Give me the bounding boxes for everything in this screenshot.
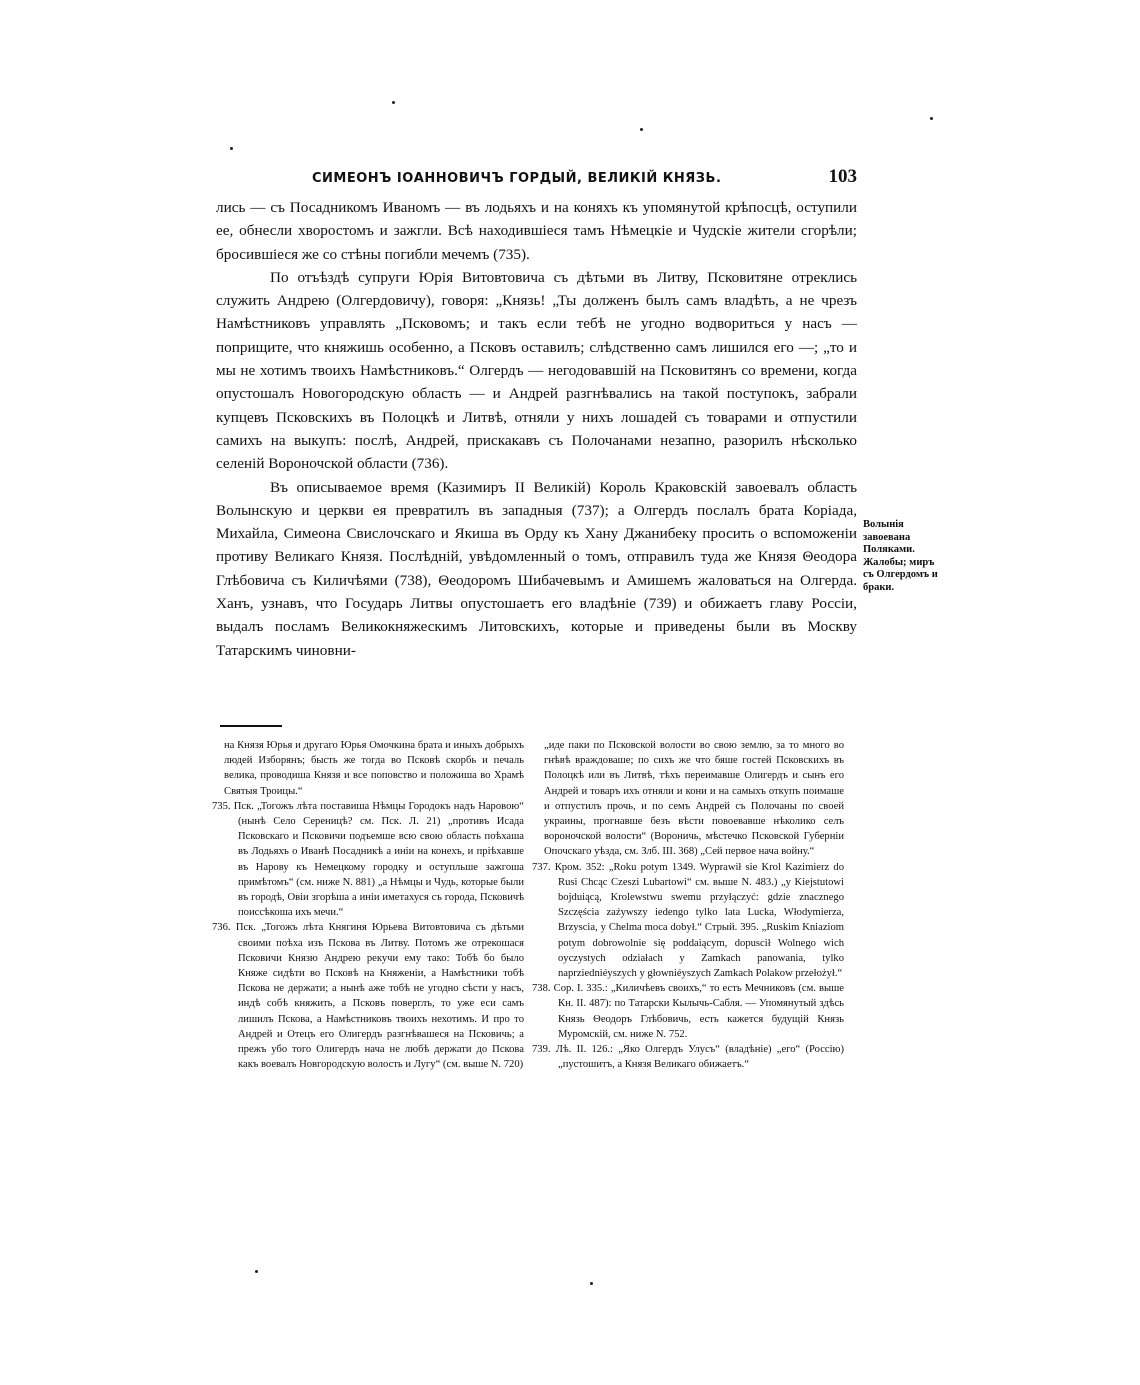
footnote-number: 739. [532, 1044, 551, 1056]
footnotes-right-column [532, 738, 844, 1072]
margin-note: Волынія завоевана Поляками. Жалобы; миръ съ Олгердомъ и браки. [863, 519, 938, 593]
print-speck [930, 117, 933, 120]
footnote-number: 736. [212, 922, 231, 934]
footnote-continuation: „иде паки по Псковской волости во свою землю, за то много во гнѣвѣ враждоваше; по сихъ же что бяше гостей Псковскихъ въ Полоцкѣ или въ Литвѣ, тѣхъ переимавше Олигердъ и сынъ его Андрей и товаръ ихъ отняли и кони и на самыхъ откупъ поимаше и отпустилъ прочь, и по семъ Андрей съ Полочаны по своей украины, прогнавше безъ вѣсти повоевавше нѣколико селъ вороночской волости“ (Вороничь, мѣстечко Псковской Губерніи Опочскаго уѣзда, см. Злб. III. 368) „Сей первое нача войну.“ [544, 740, 844, 858]
footnote-text: Лѣ. II. 126.: „Яко Олгердъ Улусъ“ (владѣніе) „его“ (Россію) „пустошитъ, а Князя Великаго обижаетъ.“ [555, 1044, 844, 1071]
print-speck [590, 1282, 593, 1285]
paragraph: Въ описываемое время (Казимиръ II Великій) Король Краковскій завоевалъ область Волынскую и церкви ея превратилъ въ западныя (737); а Олгердъ послалъ брата Коріада, Михайла, Симеона Свислочскаго и Якиша въ Орду къ Хану Джанибеку просить о вспоможеніи противу Великаго Князя. Послѣдній, увѣдомленный о томъ, отправилъ туда же Князя Θеодора Глѣбовича съ Киличѣями (738), Θеодоромъ Шибачевымъ и Амишемъ жаловаться на Олгерда. Ханъ, узнавъ, что Государь Литвы опустошаетъ его владѣніе (739) и обижаетъ главу Россіи, выдалъ посламъ Великокняжескимъ Литовскихъ, которые и приведены были въ Москву Татарскимъ чиновни- [216, 478, 857, 659]
footnote-text: Пск. „Тогожъ лѣта Княгиня Юрьева Витовтовича съ дѣтьми своими поѣха изъ Пскова въ Литву. Потомъ же отрекошася Псковичи Князю Андрею рекучи ему тако: Тобѣ бо было Княже сидѣти во Псковѣ на Княженіи, а Намѣстники тобѣ Пскова не держати; а нынѣ аже тобѣ не угодно сѣсти у насъ, индѣ собѣ княжить, а Псковъ поверглъ, то уже еси самъ лишилъ Пскова, а Намѣстниковъ твоихъ нехотимъ. И про то Андрей и Отецъ его Олигердъ разгнѣвашеся на Псковичь; а прежъ убо того Олигердъ нача не любѣ держати до Пскова какъ воевалъ Новгородскую волость и Лугу“ (см. выше N. 720) [235, 922, 524, 1071]
footnote [212, 920, 524, 1072]
footnote-rule [220, 725, 282, 727]
footnote [532, 860, 844, 982]
print-speck [230, 147, 233, 150]
footnote [532, 1042, 844, 1072]
page-number: 103 [828, 166, 857, 187]
footnote-number: 738. [532, 983, 551, 995]
paragraph: лись — съ Посадникомъ Иваномъ — въ лодьяхъ и на коняхъ къ упомянутой крѣпосцѣ, оступили ее, обнесли хворостомъ и зажгли. Всѣ находившіеся тамъ Нѣмецкіе и Чудскіе жители сгорѣли; бросившіеся же со стѣны погибли мечемъ (735). [216, 199, 857, 263]
footnote-text: Пск. „Тогожъ лѣта поставиша Нѣмцы Городокъ надъ Наровою“ (нынѣ Село Сеpеницѣ? см. Пск. Л. 21) „противъ Исада Псковскаго и Псковичи подъемше всю свою область поѣхаша въ Лодьяхъ о Иванѣ Посадникѣ а иніи на конехъ, и пріѣхавше въ Нарову къ Немецкому городку и оступльше зажгоша примѣтомъ“ (см. ниже N. 881) „а Нѣмцы и Чудь, которые были въ городѣ, Овіи згорѣша а иніи иметахуся съ города, Псковичѣ поиссѣкоша ихъ мечи.“ [233, 800, 524, 919]
print-speck [640, 128, 643, 131]
footnote-number: 735. [212, 800, 231, 812]
footnote-text: Кром. 352: „Roku potym 1349. Wyprawił sie Krol Kazimierz do Rusi Chcąc Czeszi Lubartowi“ см. выше N. 483.) „y Kiejstutowi bojduiącą, Krolewstwu swemu przyłączyć: gdzie znacznego Szczęścia zaźywszy iedengo tylko lata Lucka, Włodymierza, Brzyscia, y Chelma moca dobył.“ Стрый. 395. „Ruskim Kniaziom potym dobrowolnie się poddaiącym, dopuscił Wolnego wich oyczystych odziałach y Zamkach panowania, tylko naprziedniéyszych y głowniéyszych Zamkach Polakow przełożył.“ [554, 861, 844, 980]
main-text [216, 196, 857, 662]
footnotes-left-column [212, 738, 524, 1072]
running-head [312, 166, 857, 188]
running-title: СИМЕОНЪ ІОАННОВИЧЪ ГОРДЫЙ, ВЕЛИКІЙ КНЯЗЬ. [312, 171, 722, 186]
print-speck [392, 101, 395, 104]
footnote [532, 981, 844, 1042]
print-speck [255, 1270, 258, 1273]
paragraph: По отъѣздѣ супруги Юрія Витовтовича съ дѣтьми въ Литву, Псковитяне отреклись служить Андрею (Олгердовичу), говоря: „Князь! „Ты долженъ былъ самъ владѣть, а не чрезъ Намѣстниковъ управлять „Псковомъ; и такъ если тебѣ не угодно водвориться у насъ — поприщите, что княжишь особенно, а Псковъ оставилъ; слѣдственно самъ лишился его —; „то и мы не хотимъ твоихъ Намѣстниковъ.“ Олгердъ — негодовавшій на Псковитянъ со времени, когда опустошалъ Новогородскую область — и Андрей разгнѣвались на такой поступокъ, забрали купцевъ Псковскихъ въ Полоцкѣ и Литвѣ, отняли у нихъ лошадей съ товарами и отпустили самихъ на выкупъ: послѣ, Андрей, прискакавъ съ Полочанами незапно, разорилъ нѣсколько селеній Вороночской области (736). [216, 268, 857, 473]
footnote-number: 737. [532, 861, 551, 873]
footnote-continuation: на Князя Юрья и другаго Юрья Омочкина брата и иныхъ добрыхъ людей Изборянъ; бысть же тогда во Псковѣ скорбь и печаль велика, проводиша Князя и все поповство и положиша во Храмѣ Святыя Троицы.“ [224, 740, 524, 797]
footnote-text: Сoр. I. 335.: „Киличѣевъ своихъ,“ то есть Мечниковъ (см. выше Кн. II. 487): по Татарски Кылычь-Сабля. — Упомянутый здѣсь Князь Θеодоръ Глѣбовичь, есть кажется будущій Князь Муромскій, см. ниже N. 752. [553, 983, 844, 1040]
footnote [212, 799, 524, 921]
